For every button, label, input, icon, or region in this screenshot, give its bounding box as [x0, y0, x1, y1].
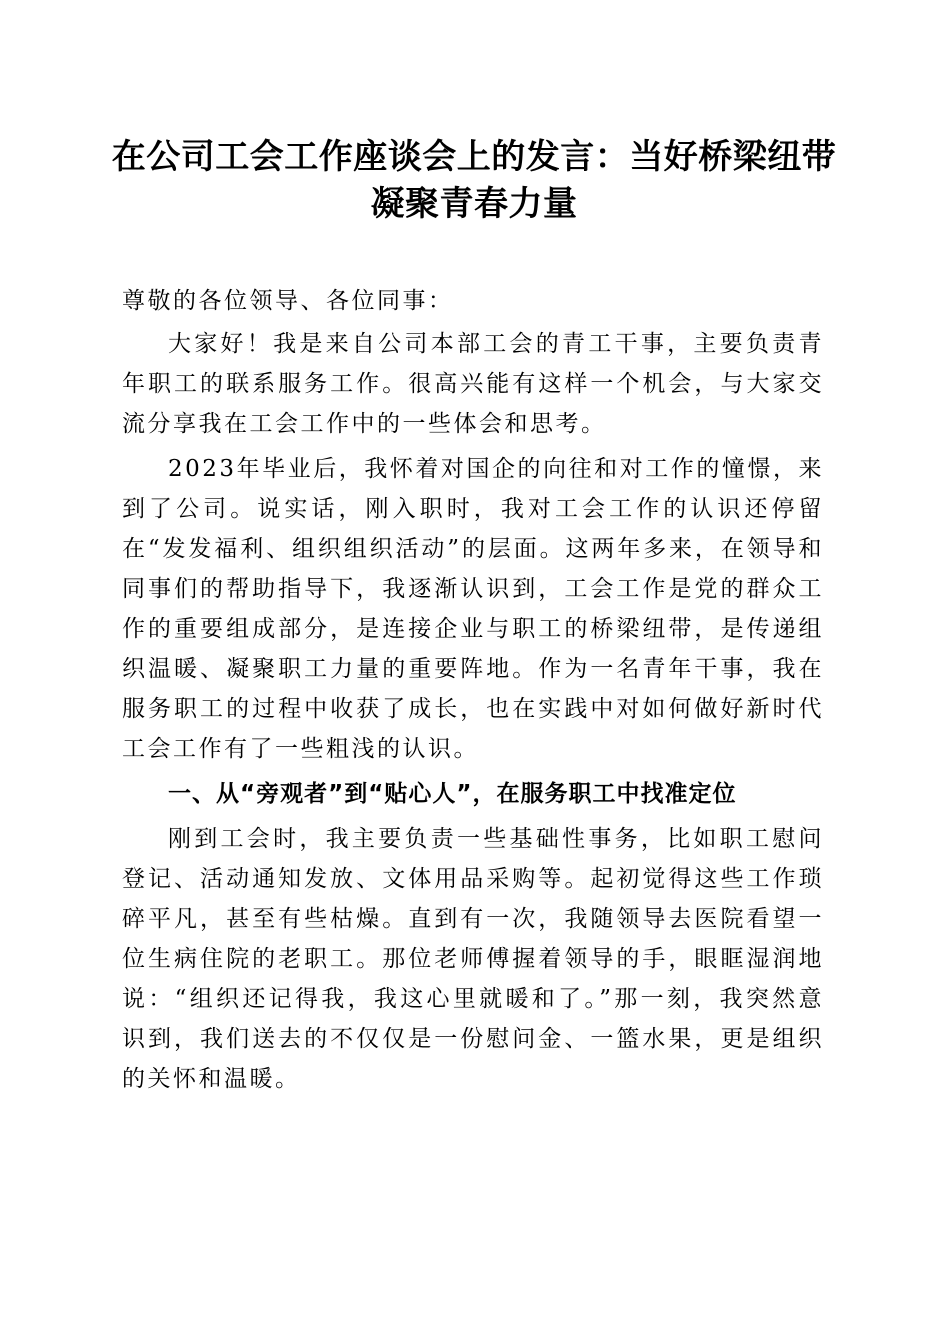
paragraph-intro: 大家好！我是来自公司本部工会的青工干事，主要负责青年职工的联系服务工作。很高兴能有这样一个机会，与大家交流分享我在工会工作中的一些体会和思考。 [122, 331, 824, 437]
salutation: 尊敬的各位领导、各位同事： [122, 288, 454, 314]
paragraph-section-1: 刚到工会时，我主要负责一些基础性事务，比如职工慰问登记、活动通知发放、文体用品采购等。起初觉得这些工作琐碎平凡，甚至有些枯燥。直到有一次，我随领导去医院看望一位生病住院的老职工。那位老师傅握着领导的手，眼眶湿润地说：“组织还记得我，我这心里就暖和了。”那一刻，我突然意识到，我们送去的不仅仅是一份慰问金、一篮水果，更是组织的关怀和温暖。 [122, 826, 824, 1092]
section-heading-1: 一、从“旁观者”到“贴心人”，在服务职工中找准定位 [168, 781, 737, 807]
paragraph-background: 2023年毕业后，我怀着对国企的向往和对工作的憧憬，来到了公司。说实话，刚入职时，我对工会工作的认识还停留在“发发福利、组织组织活动”的层面。这两年多来，在领导和同事们的帮助指导下，我逐渐认识到，工会工作是党的群众工作的重要组成部分，是连接企业与职工的桥梁纽带，是传递组织温暖、凝聚职工力量的重要阵地。作为一名青年干事，我在服务职工的过程中收获了成长，也在实践中对如何做好新时代工会工作有了一些粗浅的认识。 [122, 456, 824, 762]
document-body [122, 281, 824, 1104]
document-title: 在公司工会工作座谈会上的发言：当好桥梁纽带凝聚青春力量 [111, 137, 837, 224]
